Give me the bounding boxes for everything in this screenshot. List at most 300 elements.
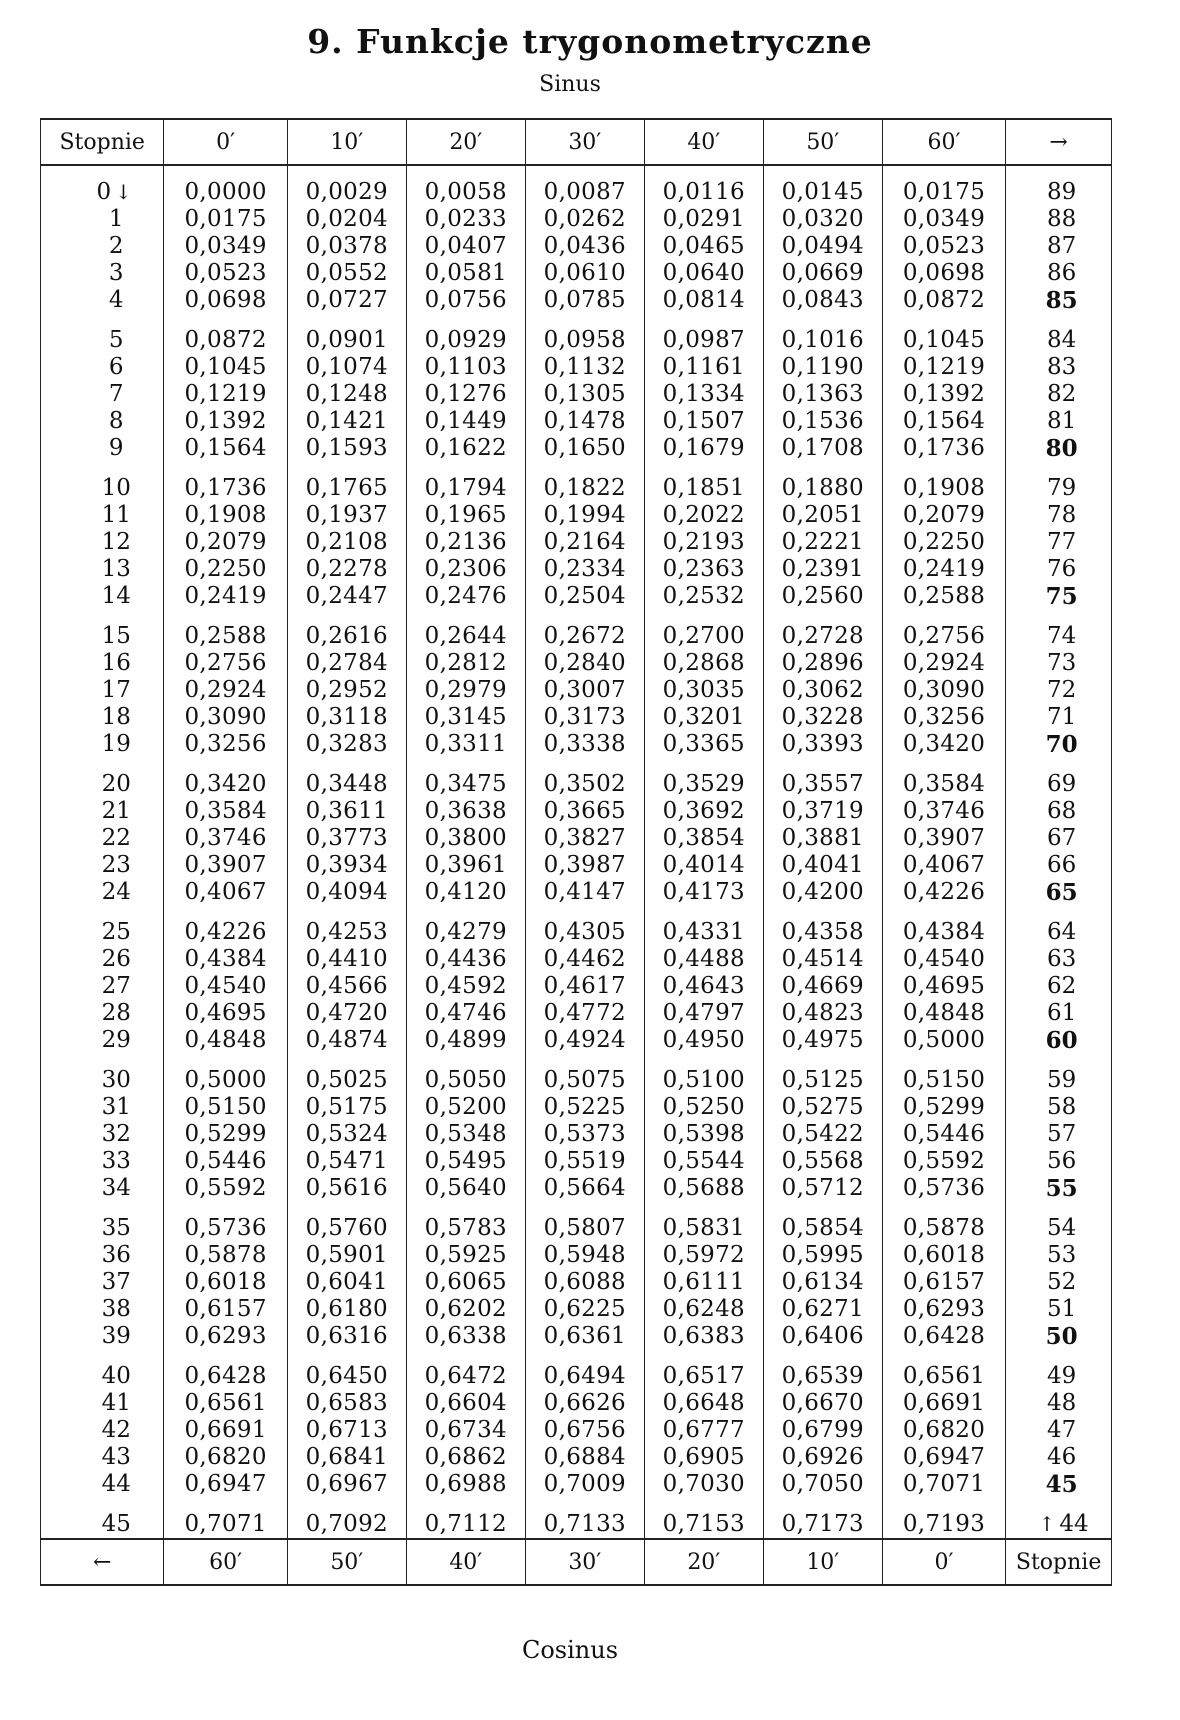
- header-minute: 50′: [763, 119, 882, 165]
- sine-value: 0,5471: [287, 1148, 406, 1175]
- sine-value: 0,0843: [763, 287, 882, 314]
- sine-value: 0,4514: [763, 946, 882, 973]
- sine-value: 0,0262: [525, 206, 644, 233]
- complement-degree-label: 45: [1045, 1471, 1078, 1498]
- sine-value: 0,3827: [525, 825, 644, 852]
- table-row: [41, 408, 1112, 435]
- sine-value: 0,4067: [164, 879, 287, 906]
- degree-cell: [41, 206, 164, 233]
- complement-degree-cell: [1006, 946, 1112, 973]
- sine-value: 0,5901: [287, 1242, 406, 1269]
- complement-degree-cell: [1006, 233, 1112, 260]
- degree-cell: [41, 1202, 164, 1242]
- complement-degree-cell: [1006, 1296, 1112, 1323]
- sine-value: 0,4226: [164, 906, 287, 946]
- sine-value: 0,1765: [287, 462, 406, 502]
- sine-value: 0,0175: [164, 206, 287, 233]
- table-row: [41, 704, 1112, 731]
- table-row: [41, 165, 1112, 206]
- sine-value: 0,2447: [287, 583, 406, 610]
- complement-degree-label: 79: [1046, 475, 1077, 501]
- sine-value: 0,4874: [287, 1027, 406, 1054]
- sine-value: 0,1507: [644, 408, 763, 435]
- sine-value: 0,5100: [644, 1054, 763, 1094]
- sine-value: 0,0785: [525, 287, 644, 314]
- sine-value: 0,5275: [763, 1094, 882, 1121]
- sine-value: 0,3007: [525, 677, 644, 704]
- footer-minute: 50′: [287, 1539, 406, 1585]
- degree-label: 23: [101, 852, 131, 878]
- degree-cell: [41, 677, 164, 704]
- sine-value: 0,5250: [644, 1094, 763, 1121]
- footer-minute: 20′: [644, 1539, 763, 1585]
- degree-cell: [41, 1498, 164, 1539]
- sine-value: 0,3256: [882, 704, 1005, 731]
- footer-minute: 0′: [882, 1539, 1005, 1585]
- sine-value: 0,0987: [644, 314, 763, 354]
- sine-value: 0,2250: [164, 556, 287, 583]
- sine-value: 0,6450: [287, 1350, 406, 1390]
- complement-degree-cell: [1006, 798, 1112, 825]
- degree-label: 18: [101, 704, 131, 730]
- complement-degree-cell: [1006, 825, 1112, 852]
- sine-value: 0,2616: [287, 610, 406, 650]
- sine-value: 0,6691: [882, 1390, 1005, 1417]
- trig-table: [40, 118, 1112, 1586]
- degree-cell: [41, 825, 164, 852]
- sine-value: 0,4200: [763, 879, 882, 906]
- sine-value: 0,0669: [763, 260, 882, 287]
- complement-degree-label: 61: [1046, 1000, 1077, 1026]
- sine-value: 0,2079: [164, 529, 287, 556]
- sine-value: 0,2784: [287, 650, 406, 677]
- degree-label: 44: [101, 1471, 131, 1497]
- degree-cell: [41, 260, 164, 287]
- degree-cell: [41, 798, 164, 825]
- sine-value: 0,4772: [525, 1000, 644, 1027]
- complement-degree-cell: [1006, 1498, 1112, 1539]
- sine-value: 0,0349: [164, 233, 287, 260]
- table-row: [41, 1027, 1112, 1054]
- header-degrees-label: Stopnie: [41, 119, 164, 165]
- table-row: [41, 1202, 1112, 1242]
- complement-degree-cell: [1006, 529, 1112, 556]
- sine-value: 0,2896: [763, 650, 882, 677]
- sine-value: 0,5495: [406, 1148, 525, 1175]
- sine-value: 0,6018: [164, 1269, 287, 1296]
- sine-value: 0,5592: [882, 1148, 1005, 1175]
- sine-value: 0,2391: [763, 556, 882, 583]
- sine-value: 0,1248: [287, 381, 406, 408]
- complement-degree-cell: [1006, 435, 1112, 462]
- degree-label: 6: [108, 354, 124, 380]
- complement-degree-cell: [1006, 462, 1112, 502]
- sine-value: 0,4643: [644, 973, 763, 1000]
- sine-value: 0,1478: [525, 408, 644, 435]
- sine-value: 0,1679: [644, 435, 763, 462]
- sine-value: 0,1161: [644, 354, 763, 381]
- sine-value: 0,2278: [287, 556, 406, 583]
- sine-value: 0,3420: [882, 731, 1005, 758]
- sine-value: 0,3145: [406, 704, 525, 731]
- sine-value: 0,3420: [164, 758, 287, 798]
- sine-value: 0,6383: [644, 1323, 763, 1350]
- sine-value: 0,6841: [287, 1444, 406, 1471]
- sine-value: 0,0029: [287, 165, 406, 206]
- sine-value: 0,2672: [525, 610, 644, 650]
- sine-value: 0,3611: [287, 798, 406, 825]
- sine-value: 0,4331: [644, 906, 763, 946]
- degree-cell: [41, 502, 164, 529]
- sine-value: 0,0698: [882, 260, 1005, 287]
- sine-value: 0,6361: [525, 1323, 644, 1350]
- sine-value: 0,1564: [882, 408, 1005, 435]
- sine-value: 0,3365: [644, 731, 763, 758]
- sine-value: 0,5075: [525, 1054, 644, 1094]
- sine-value: 0,1421: [287, 408, 406, 435]
- sine-value: 0,0175: [882, 165, 1005, 206]
- sine-value: 0,4669: [763, 973, 882, 1000]
- sine-value: 0,2193: [644, 529, 763, 556]
- sinus-label: Sinus: [539, 72, 601, 97]
- complement-degree-label: 84: [1046, 327, 1077, 353]
- degree-cell: [41, 556, 164, 583]
- sine-value: 0,6604: [406, 1390, 525, 1417]
- sine-value: 0,7009: [525, 1471, 644, 1498]
- sine-value: 0,6820: [882, 1417, 1005, 1444]
- complement-degree-label: 68: [1046, 798, 1077, 824]
- sine-value: 0,1392: [164, 408, 287, 435]
- complement-degree-cell: [1006, 906, 1112, 946]
- sine-value: 0,4540: [882, 946, 1005, 973]
- sine-value: 0,1536: [763, 408, 882, 435]
- sine-value: 0,5925: [406, 1242, 525, 1269]
- degree-label: 25: [101, 919, 131, 945]
- sine-value: 0,5640: [406, 1175, 525, 1202]
- complement-degree-label: 47: [1046, 1417, 1077, 1443]
- table-row: [41, 973, 1112, 1000]
- sine-value: 0,1650: [525, 435, 644, 462]
- table-row: [41, 1175, 1112, 1202]
- sine-value: 0,2334: [525, 556, 644, 583]
- sine-value: 0,0814: [644, 287, 763, 314]
- table-row: [41, 1094, 1112, 1121]
- degree-cell: [41, 650, 164, 677]
- degree-label: 28: [101, 1000, 131, 1026]
- degree-cell: [41, 704, 164, 731]
- sine-value: 0,5664: [525, 1175, 644, 1202]
- degree-cell: [41, 946, 164, 973]
- degree-cell: [41, 1175, 164, 1202]
- sine-value: 0,0349: [882, 206, 1005, 233]
- sine-value: 0,6799: [763, 1417, 882, 1444]
- sine-value: 0,6862: [406, 1444, 525, 1471]
- degree-label: 2: [108, 233, 124, 259]
- sine-value: 0,6225: [525, 1296, 644, 1323]
- complement-degree-label: 73: [1046, 650, 1077, 676]
- sine-value: 0,2532: [644, 583, 763, 610]
- sine-value: 0,6248: [644, 1296, 763, 1323]
- table-row: [41, 758, 1112, 798]
- sine-value: 0,0116: [644, 165, 763, 206]
- sine-value: 0,2136: [406, 529, 525, 556]
- sine-value: 0,1822: [525, 462, 644, 502]
- sine-value: 0,6947: [882, 1444, 1005, 1471]
- complement-degree-cell: [1006, 1027, 1112, 1054]
- sine-value: 0,5000: [882, 1027, 1005, 1054]
- complement-degree-label: 67: [1046, 825, 1077, 851]
- table-row: [41, 1417, 1112, 1444]
- sine-value: 0,0407: [406, 233, 525, 260]
- sine-value: 0,5544: [644, 1148, 763, 1175]
- sine-value: 0,7050: [763, 1471, 882, 1498]
- degree-cell: [41, 1027, 164, 1054]
- table-row: [41, 233, 1112, 260]
- sine-value: 0,3584: [164, 798, 287, 825]
- sine-value: 0,0698: [164, 287, 287, 314]
- sine-value: 0,4899: [406, 1027, 525, 1054]
- sine-value: 0,4488: [644, 946, 763, 973]
- complement-degree-cell: [1006, 556, 1112, 583]
- sine-value: 0,6691: [164, 1417, 287, 1444]
- degree-label: 21: [101, 798, 131, 824]
- complement-degree-cell: [1006, 1000, 1112, 1027]
- sine-value: 0,6905: [644, 1444, 763, 1471]
- table-row: [41, 1390, 1112, 1417]
- complement-degree-label: 72: [1046, 677, 1077, 703]
- sine-value: 0,5225: [525, 1094, 644, 1121]
- complement-degree-label: 80: [1045, 435, 1078, 462]
- complement-degree-label: 55: [1045, 1175, 1078, 1202]
- sine-value: 0,6271: [763, 1296, 882, 1323]
- sine-value: 0,5299: [164, 1121, 287, 1148]
- sine-value: 0,1334: [644, 381, 763, 408]
- sine-value: 0,7030: [644, 1471, 763, 1498]
- sine-value: 0,4848: [882, 1000, 1005, 1027]
- degree-cell: [41, 462, 164, 502]
- sine-value: 0,3090: [164, 704, 287, 731]
- sine-value: 0,4226: [882, 879, 1005, 906]
- degree-label: 16: [101, 650, 131, 676]
- header-minute: 20′: [406, 119, 525, 165]
- complement-degree-label: 49: [1046, 1363, 1077, 1389]
- complement-degree-label: 57: [1046, 1121, 1077, 1147]
- sine-value: 0,2051: [763, 502, 882, 529]
- sine-value: 0,4253: [287, 906, 406, 946]
- sine-value: 0,5948: [525, 1242, 644, 1269]
- complement-degree-cell: [1006, 610, 1112, 650]
- footer-degrees-label: Stopnie: [1006, 1539, 1112, 1585]
- degree-cell: [41, 233, 164, 260]
- complement-degree-label: 75: [1045, 583, 1078, 610]
- table-row: [41, 529, 1112, 556]
- degree-cell: [41, 731, 164, 758]
- sine-value: 0,6338: [406, 1323, 525, 1350]
- sine-value: 0,0436: [525, 233, 644, 260]
- complement-degree-label: 53: [1046, 1242, 1077, 1268]
- sine-value: 0,2756: [882, 610, 1005, 650]
- table-row: [41, 677, 1112, 704]
- sine-value: 0,0494: [763, 233, 882, 260]
- sine-value: 0,5972: [644, 1242, 763, 1269]
- degree-cell: [41, 1471, 164, 1498]
- complement-degree-label: 85: [1045, 287, 1078, 314]
- sine-value: 0,6820: [164, 1444, 287, 1471]
- degree-label: 20: [101, 771, 131, 797]
- header-minute: 40′: [644, 119, 763, 165]
- complement-degree-cell: [1006, 1350, 1112, 1390]
- sine-value: 0,2221: [763, 529, 882, 556]
- sine-value: 0,6517: [644, 1350, 763, 1390]
- complement-degree-cell: [1006, 260, 1112, 287]
- table-row: [41, 583, 1112, 610]
- sine-value: 0,4823: [763, 1000, 882, 1027]
- sine-value: 0,3773: [287, 825, 406, 852]
- sine-value: 0,3638: [406, 798, 525, 825]
- complement-degree-label: 77: [1046, 529, 1077, 555]
- sine-value: 0,2588: [164, 610, 287, 650]
- sine-value: 0,6316: [287, 1323, 406, 1350]
- sine-value: 0,1965: [406, 502, 525, 529]
- sine-value: 0,2419: [882, 556, 1005, 583]
- sine-value: 0,7193: [882, 1498, 1005, 1539]
- table-row: [41, 1444, 1112, 1471]
- degree-label: 32: [101, 1121, 131, 1147]
- sine-value: 0,6157: [882, 1269, 1005, 1296]
- sine-value: 0,5760: [287, 1202, 406, 1242]
- sine-value: 0,6626: [525, 1390, 644, 1417]
- sine-value: 0,2924: [882, 650, 1005, 677]
- sine-value: 0,2419: [164, 583, 287, 610]
- complement-degree-cell: [1006, 650, 1112, 677]
- sine-value: 0,2840: [525, 650, 644, 677]
- table-row: [41, 731, 1112, 758]
- sine-value: 0,4173: [644, 879, 763, 906]
- complement-degree-label: 62: [1046, 973, 1077, 999]
- sine-value: 0,5446: [164, 1148, 287, 1175]
- degree-label: 3: [108, 260, 124, 286]
- sine-value: 0,4540: [164, 973, 287, 1000]
- sine-value: 0,6777: [644, 1417, 763, 1444]
- sine-value: 0,6539: [763, 1350, 882, 1390]
- sine-value: 0,0145: [763, 165, 882, 206]
- table-row: [41, 946, 1112, 973]
- complement-degree-cell: [1006, 758, 1112, 798]
- header-minute: 60′: [882, 119, 1005, 165]
- sine-value: 0,0581: [406, 260, 525, 287]
- sine-value: 0,6111: [644, 1269, 763, 1296]
- sine-value: 0,2756: [164, 650, 287, 677]
- degree-label: 33: [101, 1148, 131, 1174]
- degree-label: 43: [101, 1444, 131, 1470]
- degree-cell: [41, 1000, 164, 1027]
- sine-value: 0,5175: [287, 1094, 406, 1121]
- sine-value: 0,6988: [406, 1471, 525, 1498]
- sine-value: 0,1392: [882, 381, 1005, 408]
- complement-degree-cell: [1006, 1269, 1112, 1296]
- degree-cell: [41, 1148, 164, 1175]
- sine-value: 0,1564: [164, 435, 287, 462]
- table-row: [41, 1296, 1112, 1323]
- degree-cell: [41, 165, 164, 206]
- sine-value: 0,4384: [882, 906, 1005, 946]
- sine-value: 0,4067: [882, 852, 1005, 879]
- sine-value: 0,0465: [644, 233, 763, 260]
- table-body: [41, 165, 1112, 1539]
- sine-value: 0,1219: [164, 381, 287, 408]
- footer-minute: 60′: [164, 1539, 287, 1585]
- complement-degree-label: 66: [1046, 852, 1077, 878]
- sine-value: 0,3062: [763, 677, 882, 704]
- sine-value: 0,3800: [406, 825, 525, 852]
- degree-label: 0: [96, 179, 112, 205]
- sine-value: 0,0058: [406, 165, 525, 206]
- degree-cell: [41, 1323, 164, 1350]
- sine-value: 0,4358: [763, 906, 882, 946]
- degree-label: 34: [101, 1175, 131, 1201]
- sine-value: 0,6926: [763, 1444, 882, 1471]
- table-row: [41, 825, 1112, 852]
- sine-value: 0,4924: [525, 1027, 644, 1054]
- sine-value: 0,6648: [644, 1390, 763, 1417]
- degree-cell: [41, 583, 164, 610]
- complement-degree-cell: [1006, 677, 1112, 704]
- sine-value: 0,5592: [164, 1175, 287, 1202]
- sine-value: 0,4147: [525, 879, 644, 906]
- degree-cell: [41, 529, 164, 556]
- sine-value: 0,2868: [644, 650, 763, 677]
- complement-degree-label: 70: [1045, 731, 1078, 758]
- sine-value: 0,4746: [406, 1000, 525, 1027]
- sine-value: 0,6134: [763, 1269, 882, 1296]
- sine-value: 0,4975: [763, 1027, 882, 1054]
- degree-label: 31: [101, 1094, 131, 1120]
- sine-value: 0,5446: [882, 1121, 1005, 1148]
- degree-cell: [41, 906, 164, 946]
- complement-degree-cell: [1006, 381, 1112, 408]
- complement-degree-label: 46: [1046, 1444, 1077, 1470]
- complement-degree-cell: [1006, 1471, 1112, 1498]
- sine-value: 0,5878: [164, 1242, 287, 1269]
- sine-value: 0,6180: [287, 1296, 406, 1323]
- sine-value: 0,1016: [763, 314, 882, 354]
- sine-value: 0,1708: [763, 435, 882, 462]
- sine-value: 0,2108: [287, 529, 406, 556]
- table-row: [41, 1350, 1112, 1390]
- degree-label: 22: [101, 825, 131, 851]
- sine-value: 0,6293: [882, 1296, 1005, 1323]
- complement-degree-cell: [1006, 1417, 1112, 1444]
- sine-value: 0,6713: [287, 1417, 406, 1444]
- degree-label: 14: [101, 583, 131, 609]
- header-row: [41, 119, 1112, 165]
- sine-value: 0,7173: [763, 1498, 882, 1539]
- sine-value: 0,0523: [164, 260, 287, 287]
- complement-degree-label: 83: [1046, 354, 1077, 380]
- sine-value: 0,4410: [287, 946, 406, 973]
- degree-label: 29: [101, 1027, 131, 1053]
- sine-value: 0,1937: [287, 502, 406, 529]
- complement-degree-label: 50: [1045, 1323, 1078, 1350]
- sine-value: 0,2079: [882, 502, 1005, 529]
- sine-value: 0,1851: [644, 462, 763, 502]
- sine-value: 0,0929: [406, 314, 525, 354]
- sine-value: 0,3173: [525, 704, 644, 731]
- complement-degree-cell: [1006, 973, 1112, 1000]
- sine-value: 0,3746: [164, 825, 287, 852]
- sine-value: 0,4041: [763, 852, 882, 879]
- sine-value: 0,0233: [406, 206, 525, 233]
